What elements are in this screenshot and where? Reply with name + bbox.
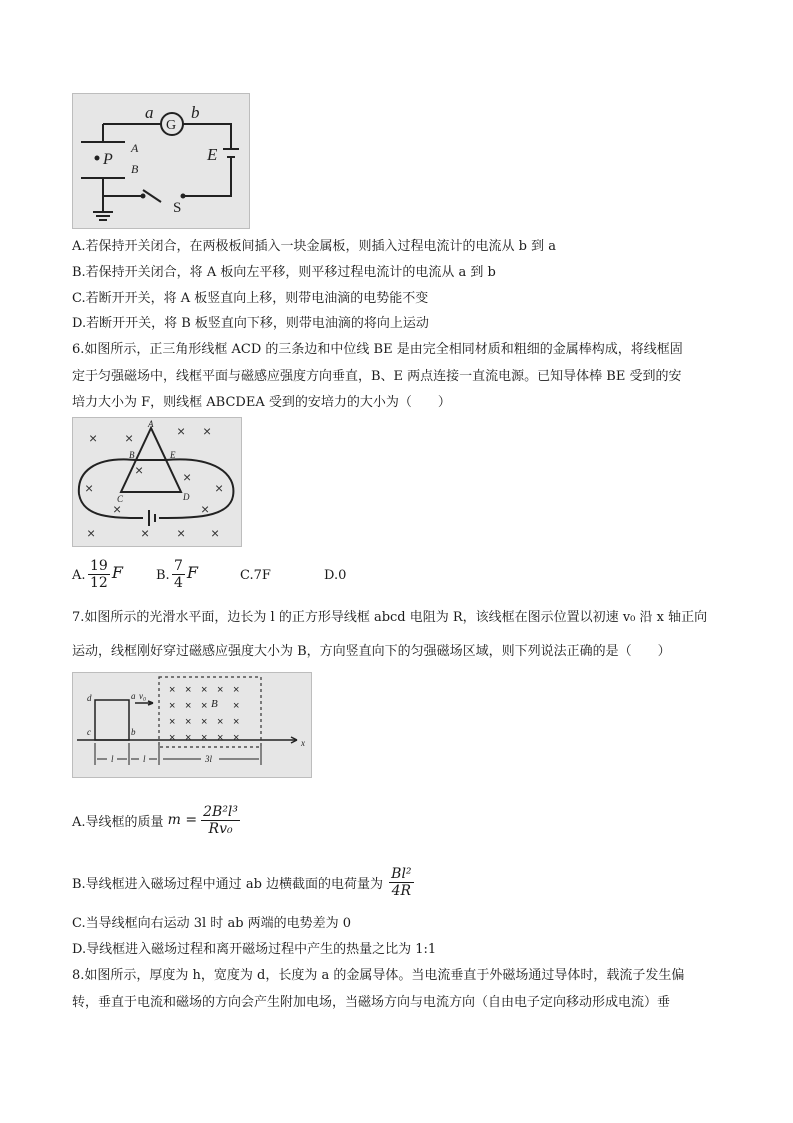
fig6-label-D: D: [183, 492, 190, 502]
fig6-cross: ×: [89, 430, 98, 446]
q7-option-a-denominator: Rv₀: [208, 820, 233, 837]
fig7-label-l1: l: [111, 754, 114, 764]
fig6-label-C: C: [117, 494, 124, 504]
q7-option-a-prefix: A.导线框的质量: [72, 814, 168, 830]
q6-stem-line-1: 6.如图所示，正三角形线框 ACD 的三条边和中位线 BE 是由完全相同材质和粗细的金属棒构成，将线框固: [72, 342, 683, 357]
fig6-cross: ×: [211, 525, 220, 541]
fig7-cross: ×: [217, 684, 224, 696]
fig7-cross: ×: [185, 700, 192, 712]
q6-option-d: D.0: [324, 568, 347, 583]
fig6-label-A: A: [148, 419, 154, 429]
q6-option-b-variable: F: [186, 563, 199, 582]
fig6-label-B: B: [129, 450, 135, 460]
q7-option-a-lhs: m =: [167, 812, 198, 828]
fig6-cross: ×: [183, 469, 192, 485]
fig7-label-d: d: [87, 693, 92, 703]
fig7-cross: ×: [169, 716, 176, 728]
q8-stem-line-2: 转，垂直于电流和磁场的方向会产生附加电场，当磁场方向与电流方向（自由电子定向移动形成电流）垂: [72, 995, 671, 1010]
q7-option-d: D.导线框进入磁场过程和离开磁场过程中产生的热量之比为 1:1: [72, 942, 437, 957]
capacitor-circuit-figure: [72, 93, 250, 229]
fig5-label-A: A: [131, 141, 139, 155]
fig7-cross: ×: [185, 716, 192, 728]
fig7-label-x: x: [301, 738, 305, 748]
q5-option-b: B.若保持开关闭合，将 A 板向左平移，则平移过程电流计的电流从 a 到 b: [72, 265, 496, 280]
q6-option-a-prefix: A.: [72, 568, 86, 583]
fig7-cross: ×: [233, 700, 240, 712]
fig5-label-P: P: [103, 151, 113, 168]
q6-stem-line-3: 培力大小为 F，则线框 ABCDEA 受到的安培力的大小为（ ）: [72, 395, 451, 410]
square-loop-figure: [72, 672, 312, 778]
q5-option-d: D.若断开开关，将 B 板竖直向下移，则带电油滴的将向上运动: [72, 316, 429, 331]
fig6-cross: ×: [141, 525, 150, 541]
fig7-label-a: a: [131, 691, 136, 701]
q8-stem-line-1: 8.如图所示，厚度为 h，宽度为 d，长度为 a 的金属导体。当电流垂直于外磁场通过导体时，载流子发生偏: [72, 968, 685, 983]
fig7-cross: ×: [233, 684, 240, 696]
q7-option-a-numerator: 2B²l³: [203, 803, 239, 820]
q7-option-b-prefix: B.导线框进入磁场过程中通过 ab 边横截面的电荷量为: [72, 876, 388, 892]
fig5-label-B: B: [131, 162, 139, 176]
fig7-cross: ×: [185, 684, 192, 696]
fig6-cross: ×: [215, 480, 224, 496]
q6-option-b-prefix: B.: [156, 568, 170, 583]
q7-option-a-fraction: [201, 804, 240, 837]
fig6-cross: ×: [203, 423, 212, 439]
fig6-cross: ×: [177, 423, 186, 439]
fig6-cross: ×: [87, 525, 96, 541]
fig7-cross: ×: [169, 700, 176, 712]
fig5-label-b: b: [191, 103, 200, 122]
fig7-label-l2: l: [143, 754, 146, 764]
q6-option-a-denominator: 12: [90, 575, 108, 591]
fig5-label-E: E: [207, 145, 218, 164]
q6-stem-line-2: 定于匀强磁场中，线框平面与磁感应强度方向垂直，B、E 两点连接一直流电源。已知导体棒 BE 受到的安: [72, 369, 682, 384]
q6-option-c: C.7F: [240, 568, 271, 583]
fig6-cross: ×: [135, 462, 144, 478]
q6-options: [72, 558, 572, 598]
q7-option-c: C.当导线框向右运动 3l 时 ab 两端的电势差为 0: [72, 916, 352, 931]
fig7-cross: ×: [233, 732, 240, 744]
fig7-cross: ×: [169, 684, 176, 696]
q7-option-a: [72, 800, 242, 840]
q7-stem-line-2: 运动，线框刚好穿过磁感应强度大小为 B，方向竖直向下的匀强磁场区域，则下列说法正确的是（ ）: [72, 644, 671, 659]
fig7-cross: ×: [185, 732, 192, 744]
q6-option-a-numerator: 19: [90, 558, 108, 574]
q7-option-b-fraction: [389, 866, 413, 899]
fig7-cross: ×: [201, 716, 208, 728]
fig6-cross: ×: [113, 501, 122, 517]
fig6-cross: ×: [85, 480, 94, 496]
fig5-label-S: S: [173, 200, 182, 216]
fig6-cross: ×: [177, 525, 186, 541]
fig7-cross: ×: [217, 732, 224, 744]
fig7-cross: ×: [201, 700, 208, 712]
q6-option-b-numerator: 7: [174, 558, 183, 574]
q6-option-b-formula: [170, 558, 198, 591]
fig7-cross: ×: [201, 684, 208, 696]
fig7-label-v0: v₀: [139, 691, 147, 701]
fig7-label-B: B: [211, 698, 218, 710]
q7-option-b: [72, 862, 416, 902]
fig6-cross: ×: [125, 430, 134, 446]
fig5-label-a: a: [145, 103, 154, 122]
q5-option-c: C.若断开开关，将 A 板竖直向上移，则带电油滴的电势能不变: [72, 291, 429, 306]
fig7-label-3l: 3l: [205, 754, 213, 764]
fig7-label-b: b: [131, 727, 136, 737]
fig6-label-E: E: [170, 450, 176, 460]
fig7-cross: ×: [169, 732, 176, 744]
fig5-label-G: G: [166, 118, 177, 133]
fig6-cross: ×: [201, 501, 210, 517]
triangle-frame-figure: [72, 417, 242, 547]
q5-option-a: A.若保持开关闭合，在两极板间插入一块金属板，则插入过程电流计的电流从 b 到 a: [72, 239, 556, 254]
q7-stem-line-1: 7.如图所示的光滑水平面，边长为 l 的正方形导线框 abcd 电阻为 R，该线框在图示位置以初速 v₀ 沿 x 轴正向: [72, 610, 708, 625]
fig7-label-c: c: [87, 727, 91, 737]
fig7-cross: ×: [233, 716, 240, 728]
q6-option-b-denominator: 4: [174, 575, 183, 591]
fig7-cross: ×: [201, 732, 208, 744]
q7-option-b-denominator: 4R: [391, 882, 412, 899]
q6-option-a-variable: F: [111, 563, 123, 582]
fig7-cross: ×: [217, 716, 224, 728]
q6-option-a-formula: [86, 558, 123, 591]
q7-option-b-numerator: Bl²: [391, 865, 412, 882]
